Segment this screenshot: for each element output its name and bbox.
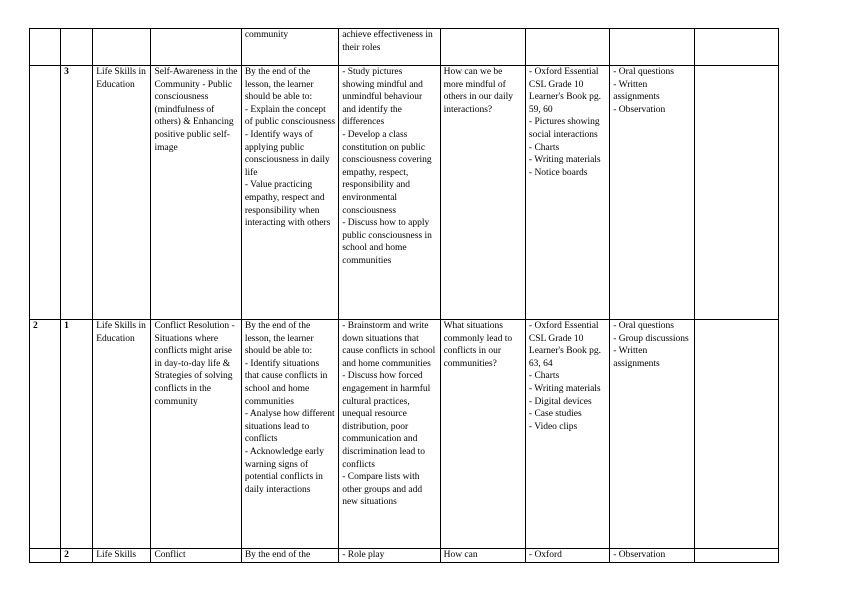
- resources-line: - Digital devices: [528, 396, 592, 407]
- resources-line: - Writing materials: [528, 155, 601, 166]
- lesson-cell: 3: [61, 66, 93, 320]
- week-cell: [30, 66, 61, 320]
- outcomes-line: - Value practicing empathy, respect and responsibility when interacting with others: [244, 180, 331, 229]
- resources-line: - Oxford Essential CSL Grade 10 Learner's Book pg. 63, 64: [528, 321, 602, 369]
- assessment-line: - Observation: [613, 550, 666, 560]
- assessment-line: - Observation: [613, 104, 666, 115]
- experiences-line: - Brainstorm and write down situations that cause conflicts in school and home communities: [342, 321, 436, 369]
- outcomes-cell: [241, 29, 338, 66]
- inquiry-question-cell: [440, 29, 525, 66]
- resources-line: - Case studies: [528, 409, 582, 420]
- lesson-cell: 1: [61, 320, 93, 549]
- strand-cell: Life Skills in Education: [93, 320, 151, 549]
- resources-cell: [525, 320, 609, 549]
- strand-cell: Life Skills in Education: [93, 66, 151, 320]
- resources-line: - Charts: [528, 371, 560, 382]
- experiences-line: achieve effectiveness in their roles: [342, 30, 433, 53]
- outcomes-cell: [241, 549, 338, 563]
- resources-line: - Oxford: [528, 550, 562, 560]
- reflection-cell: [694, 549, 778, 563]
- experiences-line: - Develop a class constitution on public consciousness covering empathy, respect, responsibility and environmental consciousness: [342, 129, 432, 216]
- lesson-cell: [61, 29, 93, 66]
- week-cell: 2: [30, 320, 61, 549]
- reflection-cell: [694, 29, 778, 66]
- experiences-line: - Role play: [342, 550, 385, 560]
- inquiry-question-cell: How can we be more mindful of others in our daily interactions?: [440, 66, 525, 320]
- outcomes-line: - Acknowledge early warning signs of potential conflicts in daily interactions: [244, 446, 324, 495]
- experiences-cell: [339, 320, 440, 549]
- sub-strand-cell: Self-Awareness in the Community - Public consciousness (mindfulness of others) & Enhancing positive public self-image: [151, 66, 241, 320]
- resources-line: - Writing materials: [528, 383, 601, 394]
- resources-line: - Oxford Essential CSL Grade 10 Learner's Book pg. 59, 60: [528, 67, 602, 115]
- assessment-cell: [610, 66, 694, 320]
- scheme-of-work-table: [29, 28, 779, 563]
- week-cell: [30, 29, 61, 66]
- assessment-cell: [610, 549, 694, 563]
- outcomes-line: By the end of the lesson, the learner should be able to:: [244, 321, 314, 357]
- resources-cell: [525, 549, 609, 563]
- table-row: [30, 320, 779, 549]
- lesson-cell: 2: [61, 549, 93, 563]
- table-row: [30, 66, 779, 320]
- table-row: [30, 29, 779, 66]
- table-row: [30, 549, 779, 563]
- resources-cell: [525, 66, 609, 320]
- inquiry-question-cell: What situations commonly lead to conflicts in our communities?: [440, 320, 525, 549]
- outcomes-line: By the end of the lesson, the learner should be able to:: [244, 67, 314, 103]
- assessment-line: - Oral questions: [613, 321, 674, 331]
- week-cell: [30, 549, 61, 563]
- inquiry-question-cell: How can: [440, 549, 525, 563]
- sub-strand-cell: [151, 29, 241, 66]
- resources-line: - Pictures showing social interactions: [528, 117, 600, 140]
- experiences-line: - Discuss how forced engagement in harmful cultural practices, unequal resource distribution, poor communication and discrimination lead to conflicts: [342, 371, 431, 470]
- outcomes-cell: [241, 66, 338, 320]
- experiences-line: - Compare lists with other groups and add new situations: [342, 472, 423, 508]
- experiences-line: - Discuss how to apply public consciousness in school and home communities: [342, 218, 432, 266]
- assessment-line: - Oral questions: [613, 67, 674, 77]
- assessment-cell: [610, 320, 694, 549]
- experiences-cell: [339, 549, 440, 563]
- resources-line: - Video clips: [528, 421, 578, 432]
- reflection-cell: [694, 66, 778, 320]
- experiences-cell: [339, 66, 440, 320]
- outcomes-line: - Identify situations that cause conflicts in school and home communities: [244, 358, 328, 407]
- reflection-cell: [694, 320, 778, 549]
- strand-cell: Life Skills: [93, 549, 151, 563]
- strand-cell: [93, 29, 151, 66]
- outcomes-line: - Identify ways of applying public consciousness in daily life: [244, 129, 330, 178]
- assessment-cell: [610, 29, 694, 66]
- assessment-line: - Written assignments: [613, 346, 660, 369]
- sub-strand-cell: Conflict Resolution - Situations where conflicts might arise in day-to-day life & Strategies of solving conflicts in the community: [151, 320, 241, 549]
- outcomes-cell: [241, 320, 338, 549]
- sub-strand-cell: Conflict: [151, 549, 241, 563]
- resources-cell: [525, 29, 609, 66]
- experiences-line: - Study pictures showing mindful and unmindful behaviour and identify the differences: [342, 67, 423, 128]
- outcomes-line: By the end of the: [244, 550, 311, 560]
- resources-line: - Charts: [528, 142, 560, 153]
- assessment-line: - Group discussions: [613, 333, 689, 344]
- outcomes-line: community: [244, 30, 289, 40]
- table-body: [30, 29, 779, 563]
- resources-line: - Notice boards: [528, 167, 588, 178]
- outcomes-line: - Analyse how different situations lead to conflicts: [244, 409, 335, 445]
- experiences-cell: [339, 29, 440, 66]
- outcomes-line: - Explain the concept of public consciousness: [244, 104, 336, 128]
- assessment-line: - Written assignments: [613, 79, 660, 103]
